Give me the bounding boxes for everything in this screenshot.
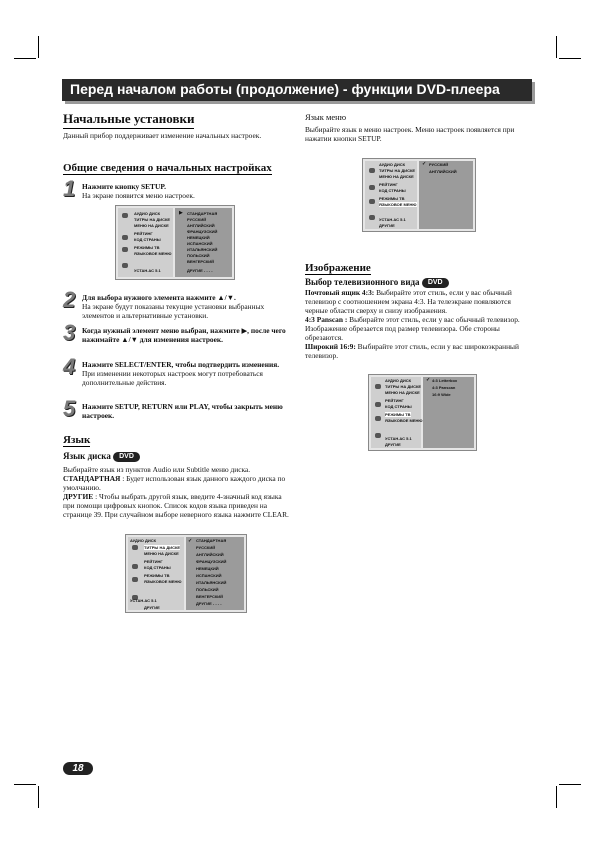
menu-item: МЕНЮ НА ДИСКЕ xyxy=(134,223,169,228)
page-header xyxy=(62,79,532,101)
menu-item: РЕЖИМЫ ТВ xyxy=(134,245,160,250)
menu-item: АУДИО ДИСК xyxy=(379,162,406,167)
menu-item: КОД СТРАНЫ xyxy=(385,404,412,409)
menu-item: КОД СТРАНЫ xyxy=(379,188,406,193)
menu-item: РЕЙТИНГ xyxy=(379,182,398,187)
panscan-text: Выбирайте этот стиль, если у вас обычный телевизор. Изображение обрезается под размер телевизора. Обе стороны обрезаются. xyxy=(305,315,520,342)
menu-language-title: Язык меню xyxy=(305,112,347,122)
speaker-icon xyxy=(375,433,381,438)
menu-option: СТАНДАРТНАЯ xyxy=(196,538,227,543)
menu-option: ФРАНЦУЗСКИЙ xyxy=(187,229,218,234)
menu-item: ТИТРЫ НА ДИСКЕ xyxy=(379,168,416,173)
setup-intro: Данный прибор поддерживает изменение начальных настроек. xyxy=(63,131,262,140)
menu-option: РУССКИЙ xyxy=(429,162,449,167)
check-icon: ✓ xyxy=(188,539,193,544)
disc-language-title xyxy=(63,451,140,462)
crop-mark xyxy=(38,36,39,58)
crop-mark xyxy=(559,784,581,785)
disc-language-label: Язык диска xyxy=(63,451,111,461)
menu-option: СТАНДАРТНАЯ xyxy=(187,211,218,216)
step-4-text: При изменении некоторых настроек могут потребоваться дополнительные действия. xyxy=(82,369,263,387)
step-4 xyxy=(82,360,287,387)
crop-mark xyxy=(38,786,39,808)
menu-option: РУССКИЙ xyxy=(187,217,207,222)
tv-icon xyxy=(132,577,138,582)
wide-text: Выбирайте этот стиль, если у вас широкоэкранный телевизор. xyxy=(305,342,519,360)
menu-option: НЕМЕЦКИЙ xyxy=(196,566,219,571)
panscan-label: 4:3 Panscan : xyxy=(305,315,348,324)
menu-item: РЕЙТИНГ xyxy=(134,231,153,236)
menu-option: РУССКИЙ xyxy=(196,545,216,550)
menu-item: МЕНЮ НА ДИСКЕ xyxy=(385,390,420,395)
menu-option: ДРУГИЕ - - - - xyxy=(187,268,213,273)
arrow-right-icon: ▶ xyxy=(179,211,183,216)
menu-item: КОД СТРАНЫ xyxy=(144,565,171,570)
other-text: : Чтобы выбрать другой язык, введите 4-значный код языка при помощи цифровых кнопок. Список кодов языка приведен на странице 39. При случайном выборе неверного языка нажмите CLEAR. xyxy=(63,492,289,519)
step-2 xyxy=(82,293,287,320)
step-number: 3 xyxy=(63,320,76,345)
step-5-bold: Нажмите SETUP, RETURN или PLAY, чтобы закрыть меню настроек. xyxy=(82,402,283,420)
setup-title: Начальные установки xyxy=(63,111,194,129)
menu-language-screen xyxy=(362,158,476,232)
lock-icon xyxy=(132,564,138,569)
step-3-bold: Когда нужный элемент меню выбран, нажмите ▶, после чего нажимайте ▲/▼ для изменения настроек. xyxy=(82,326,286,344)
menu-item: ТИТРЫ НА ДИСКЕ xyxy=(134,217,171,222)
menu-item: КОД СТРАНЫ xyxy=(134,237,161,242)
step-number: 1 xyxy=(63,176,76,201)
tv-icon xyxy=(375,416,381,421)
menu-item-selected: ЯЗЫКОВОЕ МЕНЮ xyxy=(379,202,417,207)
standard-text: : Будет использован язык данного каждого диска по умолчанию. xyxy=(63,474,286,492)
step-5 xyxy=(82,402,287,420)
menu-option: АНГЛИЙСКИЙ xyxy=(429,169,457,174)
menu-item: ЯЗЫКОВОЕ МЕНЮ xyxy=(144,579,182,584)
menu-item: РЕЖИМЫ ТВ xyxy=(379,196,405,201)
disc-icon xyxy=(369,168,375,173)
menu-option: 4:3 Letterbox xyxy=(432,378,458,383)
menu-item: АУДИО ДИСК xyxy=(385,378,412,383)
menu-option: ВЕНГЕРСКИЙ xyxy=(187,259,215,264)
menu-option: ДРУГИЕ - - - - xyxy=(196,601,222,606)
tv-format-label: Выбор телевизионного вида xyxy=(305,277,420,287)
disc-icon xyxy=(132,545,138,550)
letterbox-label: Почтовый ящик 4:3: xyxy=(305,288,375,297)
step-3 xyxy=(82,326,287,344)
general-title: Общие сведения о начальных настройках xyxy=(63,162,272,174)
step-1 xyxy=(82,182,287,200)
check-icon: ✓ xyxy=(426,378,431,383)
menu-language-text: Выбирайте язык в меню настроек. Меню настроек появляется при нажатии кнопки SETUP. xyxy=(305,125,515,143)
image-title: Изображение xyxy=(305,262,371,274)
language-title: Язык xyxy=(63,434,91,446)
disc-language-text: Выбирайте язык из пунктов Audio или Subtitle меню диска. xyxy=(63,465,251,474)
step-number: 2 xyxy=(63,287,76,312)
menu-option: НЕМЕЦКИЙ xyxy=(187,235,210,240)
dvd-badge: DVD xyxy=(422,278,449,288)
menu-item: УСТАН.АС 5.1 xyxy=(134,268,161,273)
menu-option: 16:9 Wide xyxy=(432,392,451,397)
speaker-icon xyxy=(122,263,128,268)
menu-item-selected: РЕЖИМЫ ТВ xyxy=(385,412,411,417)
menu-option: ПОЛЬСКИЙ xyxy=(187,253,210,258)
check-icon: ✓ xyxy=(422,162,427,167)
step-2-text: На экране будут показаны текущие установки выбранных элементов и альтернативные установки. xyxy=(82,302,265,320)
page-title: Перед началом работы (продолжение) - функции DVD-плеера xyxy=(70,81,500,97)
crop-mark xyxy=(556,36,557,58)
disc-icon xyxy=(122,213,128,218)
dvd-badge: DVD xyxy=(113,452,140,462)
menu-item: ЯЗЫКОВОЕ МЕНЮ xyxy=(134,251,172,256)
menu-option: АНГЛИЙСКИЙ xyxy=(187,223,215,228)
menu-item: ДРУГИЕ xyxy=(379,223,395,228)
menu-item: МЕНЮ НА ДИСКЕ xyxy=(379,174,414,179)
menu-item: РЕЙТИНГ xyxy=(144,559,163,564)
disc-language-menu-screen xyxy=(125,534,247,613)
tv-format-body xyxy=(305,288,533,360)
menu-option: ФРАНЦУЗСКИЙ xyxy=(196,559,227,564)
letterbox-text: Выбирайте этот стиль, если у вас обычный телевизор с соотношением экрана 4:3. На телеэкране появляются черные области сверху и снизу изображения. xyxy=(305,288,512,315)
menu-option: ИСПАНСКИЙ xyxy=(196,573,222,578)
menu-item: РЕЙТИНГ xyxy=(385,398,404,403)
setup-menu-screen xyxy=(115,205,235,280)
tv-format-title xyxy=(305,277,449,288)
menu-item: МЕНЮ НА ДИСКЕ xyxy=(144,551,179,556)
tv-format-menu-screen xyxy=(368,374,477,451)
menu-option: АНГЛИЙСКИЙ xyxy=(196,552,224,557)
menu-option: ВЕНГЕРСКИЙ xyxy=(196,594,224,599)
menu-item: ТИТРЫ НА ДИСКЕ xyxy=(385,384,422,389)
menu-item: АУДИО ДИСК xyxy=(130,538,157,543)
menu-item: УСТАН.АС 5.1 xyxy=(379,217,406,222)
speaker-icon xyxy=(369,215,375,220)
menu-option: ИТАЛЬЯНСКИЙ xyxy=(196,580,227,585)
menu-item: ДРУГИЕ xyxy=(144,605,160,610)
crop-mark xyxy=(556,786,557,808)
menu-item: АУДИО ДИСК xyxy=(134,211,161,216)
menu-option: 4:3 Panscan xyxy=(432,385,456,390)
step-4-bold: Нажмите SELECT/ENTER, чтобы подтвердить изменения. xyxy=(82,360,280,369)
disc-icon xyxy=(375,384,381,389)
disc-language-body xyxy=(63,465,291,519)
menu-item: РЕЖИМЫ ТВ xyxy=(144,573,170,578)
menu-item: УСТАН.АС 5.1 xyxy=(385,436,412,441)
crop-mark xyxy=(559,58,581,59)
menu-option: ИТАЛЬЯНСКИЙ xyxy=(187,247,218,252)
lock-icon xyxy=(369,185,375,190)
step-1-text: На экране появится меню настроек. xyxy=(82,191,195,200)
step-number: 5 xyxy=(63,396,76,421)
step-number: 4 xyxy=(63,354,76,379)
menu-option: ПОЛЬСКИЙ xyxy=(196,587,219,592)
page-number: 18 xyxy=(63,762,93,775)
lock-icon xyxy=(122,235,128,240)
crop-mark xyxy=(14,58,36,59)
other-label: ДРУГИЕ xyxy=(63,492,94,501)
menu-item: ДРУГИЕ xyxy=(385,442,401,447)
step-1-bold: Нажмите кнопку SETUP. xyxy=(82,182,167,191)
crop-mark xyxy=(14,784,36,785)
menu-item: УСТАН.АС 5.1 xyxy=(130,598,157,603)
standard-label: СТАНДАРТНАЯ xyxy=(63,474,121,483)
tv-icon xyxy=(122,247,128,252)
menu-item-selected: ТИТРЫ НА ДИСКЕ xyxy=(144,545,181,550)
tv-icon xyxy=(369,199,375,204)
lock-icon xyxy=(375,402,381,407)
menu-item: ЯЗЫКОВОЕ МЕНЮ xyxy=(385,418,423,423)
wide-label: Широкий 16:9: xyxy=(305,342,356,351)
menu-option: ИСПАНСКИЙ xyxy=(187,241,213,246)
step-2-bold: Для выбора нужного элемента нажмите ▲/▼. xyxy=(82,293,236,302)
